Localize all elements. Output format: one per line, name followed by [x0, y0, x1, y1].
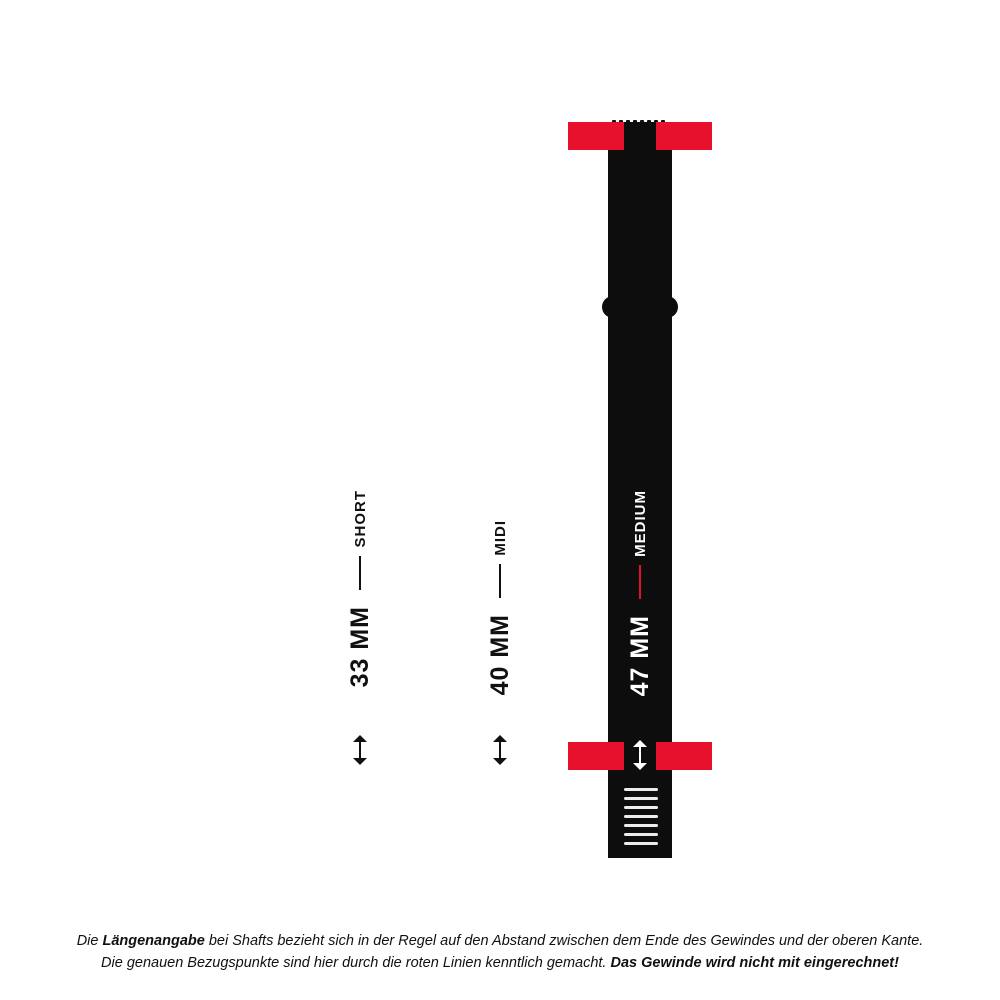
thread-rib	[624, 788, 658, 791]
shaft-collar-ring	[602, 296, 678, 318]
arrow-head-down-icon	[633, 763, 647, 770]
thread-rib	[624, 833, 658, 836]
footer-text-2a: Die genauen Bezugspunkte sind hier durch die roten Linien kenntlich gemacht.	[101, 955, 611, 972]
thread-rib	[624, 806, 658, 809]
length-arrow-midi	[489, 735, 511, 765]
arrow-stem	[639, 745, 641, 765]
shaft-illustration	[560, 110, 720, 860]
measurement-labels-medium	[580, 490, 700, 696]
arrow-stem	[499, 740, 501, 760]
thread-rib	[624, 815, 658, 818]
red-reference-line-bottom-right	[656, 742, 712, 770]
arrow-stem	[359, 740, 361, 760]
length-label-midi: 40 MM	[485, 613, 514, 696]
red-reference-line-top-right	[656, 122, 712, 150]
reference-tick-midi	[499, 564, 501, 598]
measurement-labels-midi	[440, 520, 560, 695]
arrow-head-down-icon	[493, 758, 507, 765]
red-reference-line-bottom-left	[568, 742, 624, 770]
thread-rib	[624, 842, 658, 845]
red-reference-line-top-left	[568, 122, 624, 150]
size-label-short: SHORT	[351, 490, 369, 548]
footer-note-line-1	[40, 930, 960, 952]
length-label-short: 33 MM	[345, 605, 374, 687]
thread-rib	[624, 824, 658, 827]
size-label-midi: MIDI	[491, 520, 509, 556]
arrow-head-down-icon	[353, 758, 367, 765]
footer-text-1b: Längenangabe	[102, 933, 205, 949]
length-arrow-medium	[629, 740, 651, 770]
footer-text-1a: Die	[76, 933, 103, 949]
size-label-medium: MEDIUM	[631, 490, 649, 557]
reference-tick-short	[359, 556, 361, 590]
length-label-medium: 47 MM	[625, 614, 654, 697]
footer-note	[0, 930, 1000, 975]
thread-rib	[624, 797, 658, 800]
length-arrow-short	[349, 735, 371, 765]
footer-note-line-2	[40, 952, 960, 974]
footer-text-2b: Das Gewinde wird nicht mit eingerechnet!	[610, 955, 899, 972]
reference-tick-medium	[639, 565, 641, 599]
footer-text-1c: bei Shafts bezieht sich in der Regel auf den Abstand zwischen dem Ende des Gewindes und der oberen Kante.	[204, 933, 924, 949]
measurement-labels-short	[300, 490, 420, 687]
